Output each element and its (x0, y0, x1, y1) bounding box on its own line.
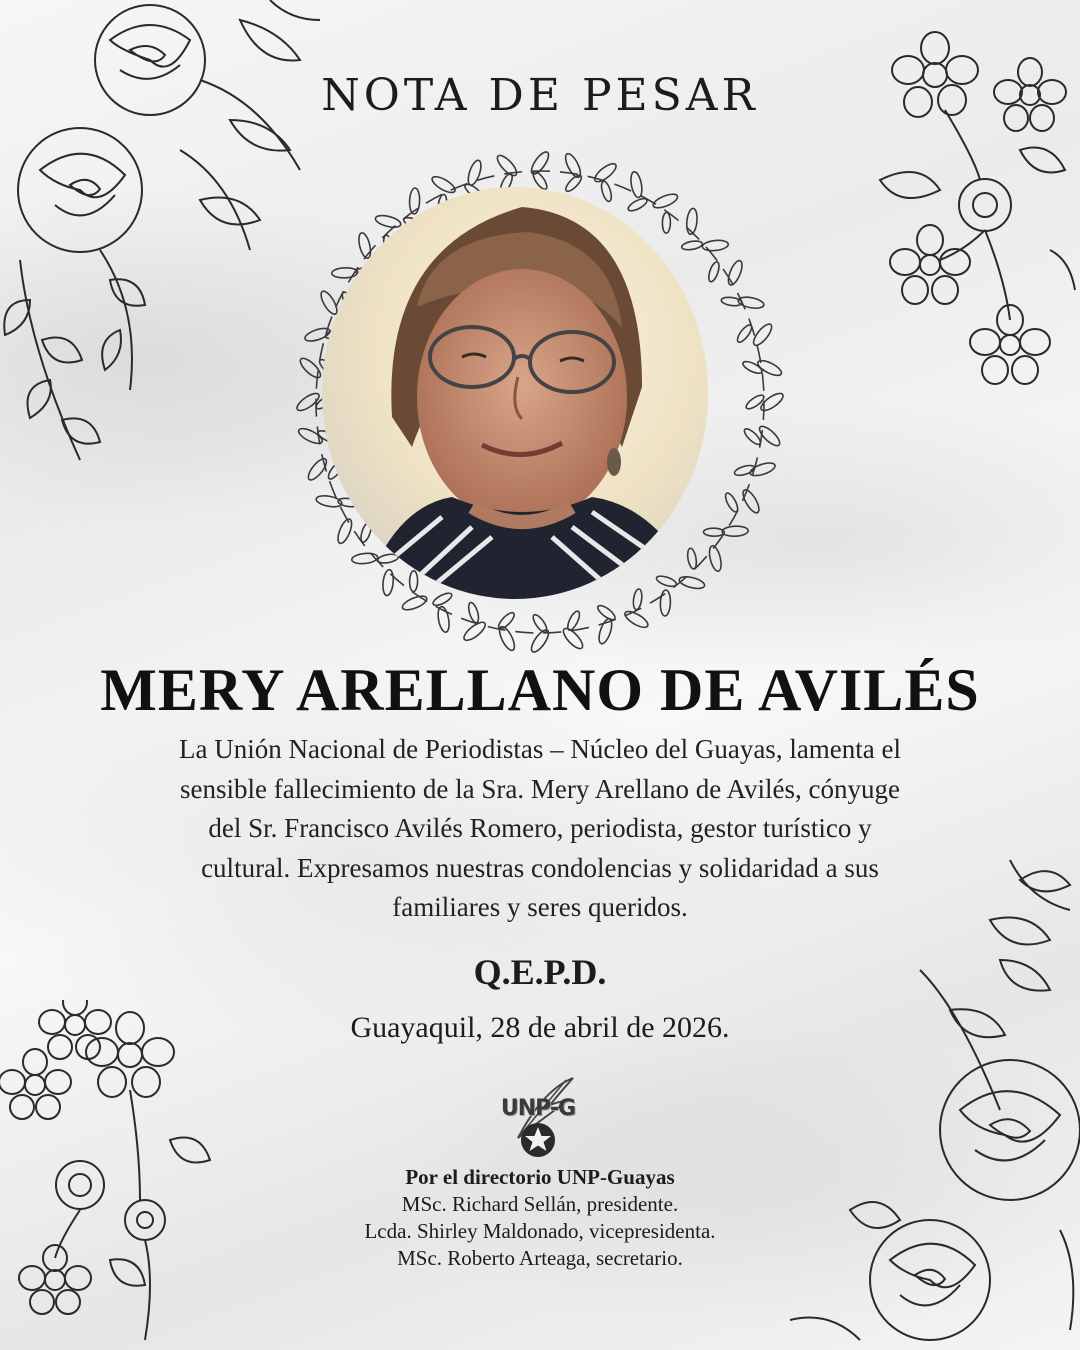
wreath-leaf (740, 488, 762, 515)
wreath-leaf (430, 174, 457, 196)
signatures-heading: Por el directorio UNP-Guayas (405, 1165, 675, 1189)
wreath-leaf (744, 393, 766, 411)
signatures-block (0, 1164, 1080, 1272)
wreath-leaf (681, 240, 703, 251)
page-title: NOTA DE PESAR (321, 70, 759, 121)
wreath-leaf (528, 627, 551, 654)
wreath-leaf (294, 390, 321, 413)
wreath-leaf (623, 608, 650, 630)
wreath-leaf (749, 460, 777, 478)
signature-line: Lcda. Shirley Maldonado, vicepresidenta. (364, 1219, 716, 1243)
wreath-leaf (651, 191, 679, 210)
message-line: sensible fallecimiento de la Sra. Mery Arellano de Avilés, cónyuge (179, 773, 901, 804)
wreath-leaf (563, 173, 583, 194)
wreath-leaf (528, 149, 551, 176)
logo-text: UNP-G (500, 1096, 576, 1121)
date-line: Guayaquil, 28 de abril de 2026. (350, 1011, 730, 1044)
wreath-leaf (722, 526, 748, 537)
wreath-leaf (496, 610, 516, 631)
wreath-leaf (707, 545, 723, 573)
unp-g-logo (488, 1070, 588, 1160)
portrait-photo (322, 187, 708, 599)
wreath-leaf (660, 590, 671, 616)
wreath-leaf (686, 548, 697, 570)
wreath-leaf (662, 212, 670, 233)
wreath-leaf (409, 571, 417, 592)
wreath-leaf (565, 610, 581, 632)
wreath-leaf (702, 239, 729, 252)
wreath-leaf (686, 208, 699, 235)
wreath-leaf (382, 569, 395, 596)
wreath-leaf (632, 588, 643, 610)
wreath-leaf (600, 180, 614, 202)
signature-line: MSc. Roberto Arteaga, secretario. (397, 1246, 683, 1270)
message-line: familiares y seres queridos. (392, 892, 688, 922)
condolence-message (110, 730, 970, 928)
qepd-text: Q.E.P.D. (473, 952, 607, 992)
message-line: cultural. Expresamos nuestras condolencias y solidaridad a sus (201, 852, 879, 883)
wreath-leaf (401, 593, 429, 612)
wreath-leaf (758, 390, 785, 413)
wreath-leaf (678, 575, 706, 591)
wreath-leaf (374, 213, 402, 229)
wreath-leaf (726, 259, 745, 287)
message-line: La Unión Nacional de Periodistas – Núcleo del Guayas, lamenta el (178, 734, 902, 764)
wreath-leaf (351, 552, 378, 565)
wreath-leaf (703, 528, 724, 536)
wreath-leaf (466, 159, 484, 187)
wreath-leaf (629, 171, 644, 198)
signature-line: MSc. Richard Sellán, presidente. (401, 1192, 679, 1216)
wreath-leaf (707, 261, 721, 283)
wreath-leaf (531, 613, 549, 635)
wreath-leaf (335, 517, 354, 545)
message-line: del Sr. Francisco Avilés Romero, periodista, gestor turístico y (208, 813, 872, 843)
deceased-name: MERY ARELLANO DE AVILÉS (100, 657, 980, 723)
wreath-leaf (431, 591, 453, 608)
